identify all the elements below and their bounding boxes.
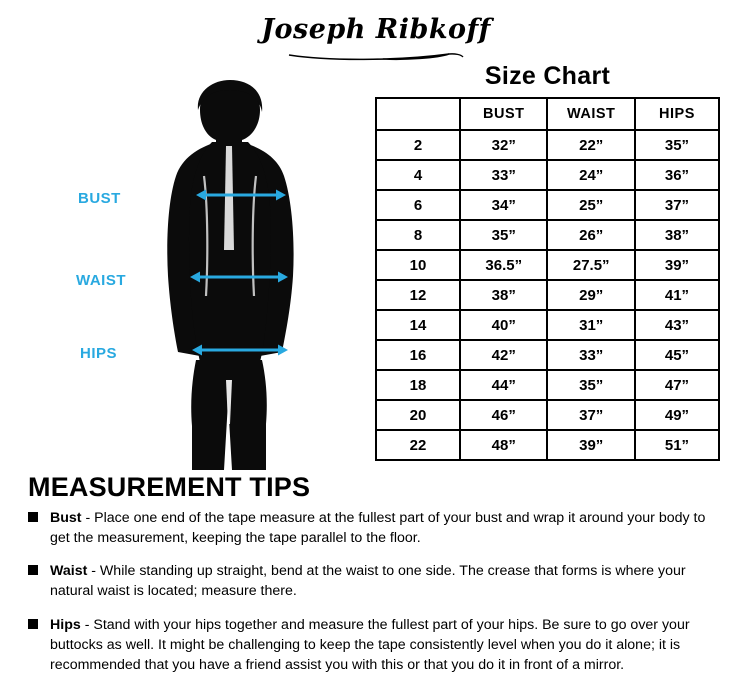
waist-label: WAIST [76, 272, 126, 289]
tip-term: Waist [50, 563, 88, 580]
table-row [376, 130, 719, 160]
cell-bust: 32” [460, 130, 547, 160]
table-row [376, 250, 719, 280]
column-header-hips: HIPS [635, 98, 719, 130]
cell-hips: 47” [635, 370, 719, 400]
table-row [376, 190, 719, 220]
cell-waist: 24” [547, 160, 634, 190]
cell-waist: 25” [547, 190, 634, 220]
cell-size: 16 [376, 340, 460, 370]
brand-logo: Joseph Ribkoff [261, 14, 491, 45]
cell-size: 14 [376, 310, 460, 340]
square-bullet-icon [28, 619, 38, 629]
cell-hips: 51” [635, 430, 719, 460]
table-row [376, 430, 719, 460]
cell-bust: 42” [460, 340, 547, 370]
cell-bust: 48” [460, 430, 547, 460]
cell-size: 6 [376, 190, 460, 220]
cell-hips: 36” [635, 160, 719, 190]
tip-text: - While standing up straight, bend at the waist to one side. The crease that forms is where your natural waist is located; measure there. [50, 563, 686, 600]
cell-bust: 44” [460, 370, 547, 400]
cell-hips: 37” [635, 190, 719, 220]
cell-waist: 37” [547, 400, 634, 430]
cell-bust: 34” [460, 190, 547, 220]
table-row [376, 370, 719, 400]
cell-waist: 22” [547, 130, 634, 160]
bust-arrow-icon [196, 188, 286, 202]
bust-label: BUST [78, 190, 121, 207]
cell-hips: 35” [635, 130, 719, 160]
list-item [28, 615, 728, 675]
cell-hips: 43” [635, 310, 719, 340]
cell-bust: 46” [460, 400, 547, 430]
cell-size: 2 [376, 130, 460, 160]
column-header-size [376, 98, 460, 130]
tip-text: - Place one end of the tape measure at the fullest part of your bust and wrap it around your body to get the measurement, keeping the tape parallel to the floor. [50, 510, 706, 547]
measurement-tips-list [28, 508, 728, 688]
brand-underline-flourish [287, 52, 465, 62]
table-row [376, 400, 719, 430]
size-chart-table [375, 97, 720, 461]
cell-hips: 38” [635, 220, 719, 250]
cell-hips: 49” [635, 400, 719, 430]
cell-size: 22 [376, 430, 460, 460]
cell-size: 4 [376, 160, 460, 190]
cell-size: 18 [376, 370, 460, 400]
cell-size: 12 [376, 280, 460, 310]
cell-bust: 33” [460, 160, 547, 190]
cell-size: 20 [376, 400, 460, 430]
cell-waist: 33” [547, 340, 634, 370]
cell-bust: 35” [460, 220, 547, 250]
table-row [376, 160, 719, 190]
table-row [376, 340, 719, 370]
cell-size: 10 [376, 250, 460, 280]
measurement-tips-title: MEASUREMENT TIPS [28, 472, 311, 502]
cell-waist: 35” [547, 370, 634, 400]
list-item [28, 561, 728, 601]
hips-label: HIPS [80, 345, 118, 362]
cell-waist: 26” [547, 220, 634, 250]
tip-text: - Stand with your hips together and measure the fullest part of your hips. Be sure to go over your buttocks as well. It might be challenging to keep the tape consistently level when you do it alone; it is recommended that you have a friend assist you with this or that you do it in front of a mirror. [50, 616, 690, 673]
square-bullet-icon [28, 565, 38, 575]
cell-bust: 38” [460, 280, 547, 310]
table-header-row [376, 98, 719, 130]
cell-bust: 36.5” [460, 250, 547, 280]
cell-hips: 39” [635, 250, 719, 280]
column-header-waist: WAIST [547, 98, 634, 130]
table-row [376, 220, 719, 250]
cell-waist: 39” [547, 430, 634, 460]
cell-bust: 40” [460, 310, 547, 340]
tip-term: Bust [50, 510, 82, 526]
cell-waist: 29” [547, 280, 634, 310]
table-row [376, 280, 719, 310]
cell-waist: 31” [547, 310, 634, 340]
square-bullet-icon [28, 512, 38, 522]
list-item [28, 508, 728, 548]
size-chart-title: Size Chart [484, 62, 611, 90]
cell-size: 8 [376, 220, 460, 250]
column-header-bust: BUST [460, 98, 547, 130]
cell-hips: 45” [635, 340, 719, 370]
waist-arrow-icon [190, 270, 288, 284]
cell-hips: 41” [635, 280, 719, 310]
cell-waist: 27.5” [547, 250, 634, 280]
tip-term: Hips [50, 616, 81, 633]
hips-arrow-icon [192, 343, 288, 357]
table-row [376, 310, 719, 340]
